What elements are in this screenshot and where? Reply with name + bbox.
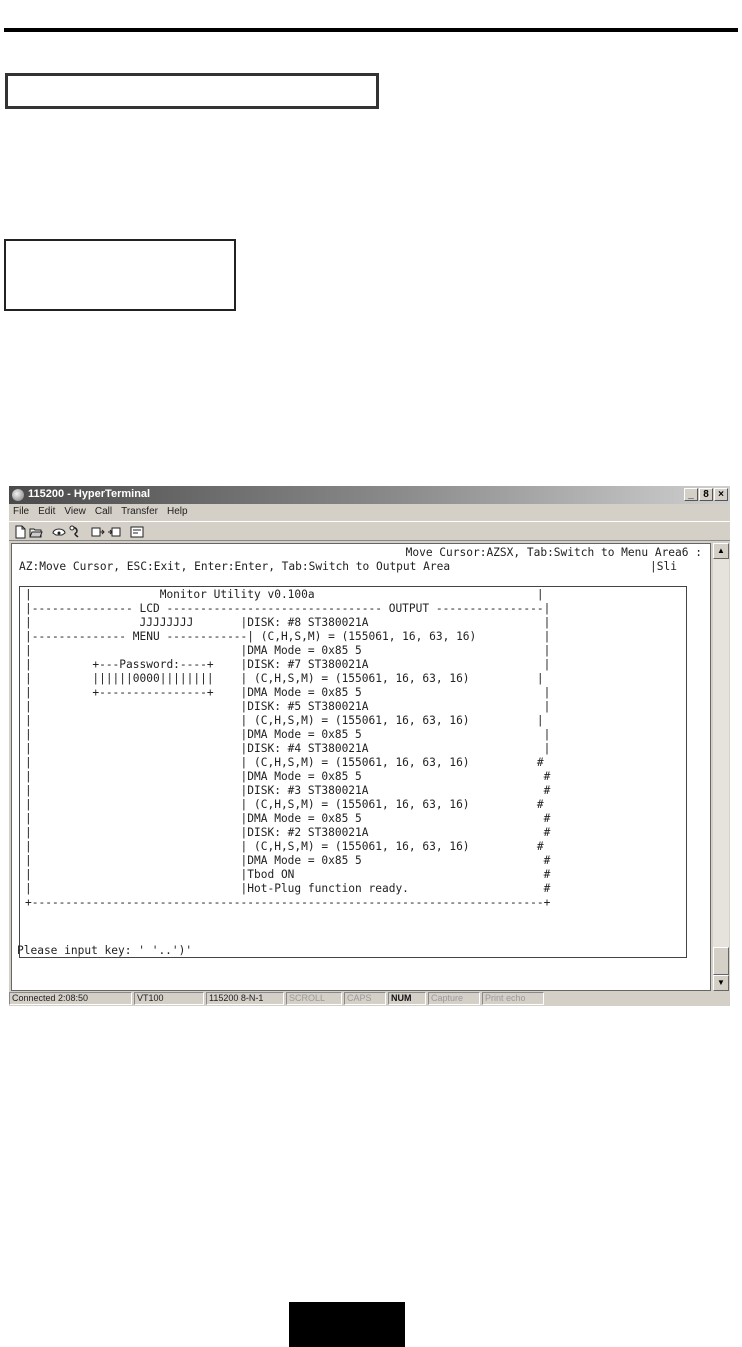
menu-call[interactable]: Call: [94, 506, 113, 517]
open-folder-icon[interactable]: [29, 525, 44, 539]
terminal-line: | | (C,H,S,M) = (155061, 16, 63, 16) #: [25, 756, 544, 769]
status-capture: Capture: [428, 992, 480, 1005]
restore-button[interactable]: 8: [699, 488, 713, 501]
scroll-thumb[interactable]: [713, 947, 729, 975]
minimize-button[interactable]: _: [684, 488, 698, 501]
heading-box: [5, 73, 379, 109]
status-caps: CAPS: [344, 992, 386, 1005]
header-line-2: AZ:Move Cursor, ESC:Exit, Enter:Enter, Tab:Switch to Output Area: [19, 560, 451, 573]
terminal-line: | |DMA Mode = 0x85 5 |: [25, 644, 551, 657]
menu-edit[interactable]: Edit: [38, 506, 56, 517]
properties-icon[interactable]: [130, 525, 145, 539]
terminal-line: | |DMA Mode = 0x85 5 #: [25, 812, 551, 825]
terminal-line: | | (C,H,S,M) = (155061, 16, 63, 16) #: [25, 840, 544, 853]
terminal-line: | |DMA Mode = 0x85 5 #: [25, 854, 551, 867]
terminal-line: | |Tbod ON #: [25, 868, 551, 881]
status-print-echo: Print echo: [482, 992, 544, 1005]
terminal-line: | |DISK: #5 ST380021A |: [25, 700, 551, 713]
terminal-line: | |DMA Mode = 0x85 5 |: [25, 728, 551, 741]
status-connected: Connected 2:08:50: [9, 992, 132, 1005]
status-bar: [9, 991, 730, 1006]
terminal-line: |--------------- LCD -------------------------------- OUTPUT ----------------|: [25, 602, 551, 615]
terminal-line: | |DISK: #2 ST380021A #: [25, 826, 551, 839]
receive-icon[interactable]: [107, 525, 122, 539]
page-number-tab: [289, 1302, 405, 1347]
terminal-line: | |DISK: #3 ST380021A #: [25, 784, 551, 797]
terminal-line: | ||||||0000|||||||| | (C,H,S,M) = (155061, 16, 63, 16) |: [25, 672, 544, 685]
status-scroll: SCROLL: [286, 992, 342, 1005]
menu-transfer[interactable]: Transfer: [121, 506, 158, 517]
vertical-scrollbar[interactable]: [713, 543, 729, 991]
send-icon[interactable]: [91, 525, 106, 539]
terminal-line: | Monitor Utility v0.100a |: [25, 588, 544, 601]
terminal-line: | | (C,H,S,M) = (155061, 16, 63, 16) |: [25, 714, 544, 727]
status-settings: 115200 8-N-1: [206, 992, 284, 1005]
new-file-icon[interactable]: [13, 525, 28, 539]
terminal-line: | +---Password:----+ |DISK: #7 ST380021A |: [25, 658, 551, 671]
hyperterminal-icon: [12, 489, 24, 501]
hyperterminal-window: [9, 486, 730, 1006]
connect-phone-icon[interactable]: [52, 525, 67, 539]
window-title: 115200 - HyperTerminal: [28, 488, 151, 500]
status-num: NUM: [388, 992, 426, 1005]
status-emulation: VT100: [134, 992, 204, 1005]
terminal-line: | | (C,H,S,M) = (155061, 16, 63, 16) #: [25, 798, 544, 811]
menu-bar: [9, 504, 730, 519]
note-box: [4, 239, 236, 311]
input-prompt[interactable]: Please input key: ' '..')': [17, 944, 193, 957]
toolbar: [9, 521, 730, 541]
close-button[interactable]: ×: [714, 488, 728, 501]
scroll-down-icon[interactable]: ▼: [713, 975, 729, 991]
terminal-line: | +----------------+ |DMA Mode = 0x85 5 |: [25, 686, 551, 699]
top-rule: [4, 28, 738, 32]
terminal-line: |-------------- MENU ------------| (C,H,S,M) = (155061, 16, 63, 16) |: [25, 630, 551, 643]
header-line-1: Move Cursor:AZSX, Tab:Switch to Menu Area6 :: [405, 546, 702, 559]
menu-file[interactable]: File: [13, 506, 30, 517]
menu-help[interactable]: Help: [166, 506, 188, 517]
disconnect-phone-icon[interactable]: [68, 525, 83, 539]
terminal-line: +----------------------------------------------------------------------------+: [25, 896, 551, 909]
terminal-line: | |Hot-Plug function ready. #: [25, 882, 551, 895]
scroll-up-icon[interactable]: ▲: [713, 543, 729, 559]
terminal-line: | |DMA Mode = 0x85 5 #: [25, 770, 551, 783]
header-line-2-right: |Sli: [650, 560, 677, 573]
menu-view[interactable]: View: [64, 506, 86, 517]
terminal-screen[interactable]: [11, 543, 711, 991]
terminal-line: | |DISK: #4 ST380021A |: [25, 742, 551, 755]
title-bar[interactable]: [9, 486, 730, 504]
terminal-line: | JJJJJJJJ |DISK: #8 ST380021A |: [25, 616, 551, 629]
